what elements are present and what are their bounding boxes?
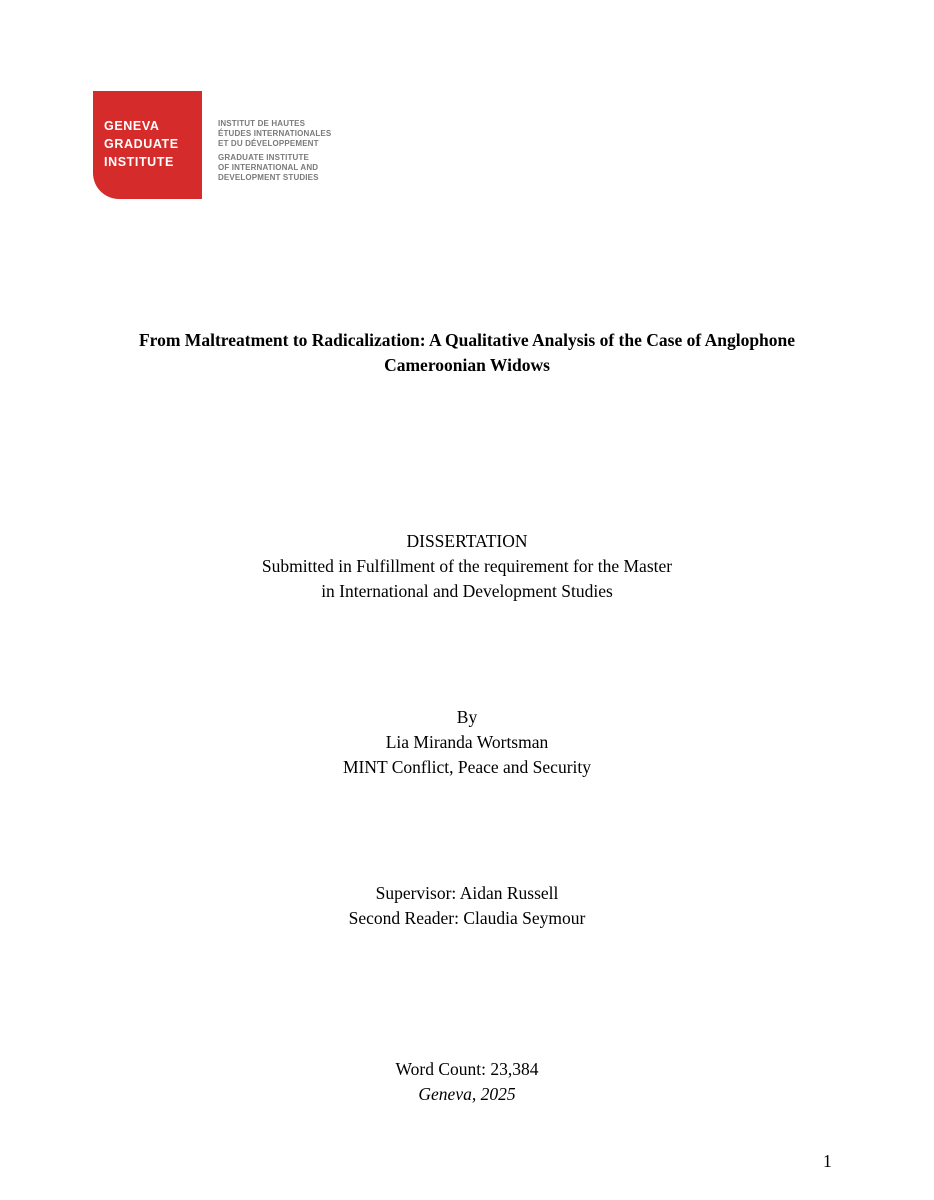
submission-statement: [0, 529, 934, 604]
logo-badge-line: GRADUATE: [104, 137, 179, 151]
logo-badge-line: INSTITUTE: [104, 155, 174, 169]
title-line: From Maltreatment to Radicalization: A Qualitative Analysis of the Case of Anglophone: [138, 330, 796, 350]
title-line: Cameroonian Widows: [384, 355, 550, 375]
logo-english-line: GRADUATE INSTITUTE: [218, 153, 309, 162]
footer-block: [0, 1057, 934, 1107]
by-label: By: [456, 707, 478, 727]
document-title: [0, 328, 934, 378]
logo-english-line: DEVELOPMENT STUDIES: [218, 173, 319, 182]
author-block: [0, 705, 934, 780]
dissertation-heading: DISSERTATION: [406, 531, 528, 551]
logo-english-line: OF INTERNATIONAL AND: [218, 163, 319, 172]
logo-badge-line: GENEVA: [104, 119, 160, 133]
place-year: Geneva, 2025: [418, 1084, 516, 1104]
submission-line: Submitted in Fulfillment of the requirement for the Master: [261, 556, 673, 576]
readers-block: [0, 881, 934, 931]
page-number: 1: [823, 1151, 832, 1171]
supervisor: Supervisor: Aidan Russell: [375, 883, 559, 903]
logo-french-line: INSTITUT DE HAUTES: [218, 119, 306, 128]
submission-line: in International and Development Studies: [321, 581, 613, 601]
logo-badge: [93, 91, 202, 199]
logo-french-line: ET DU DÉVELOPPEMENT: [218, 139, 319, 148]
second-reader: Second Reader: Claudia Seymour: [348, 908, 586, 928]
author-name: Lia Miranda Wortsman: [385, 732, 549, 752]
author-program: MINT Conflict, Peace and Security: [342, 757, 592, 777]
institute-logo: [93, 91, 353, 199]
logo-french-line: ÉTUDES INTERNATIONALES: [218, 129, 332, 138]
word-count: Word Count: 23,384: [395, 1059, 539, 1079]
